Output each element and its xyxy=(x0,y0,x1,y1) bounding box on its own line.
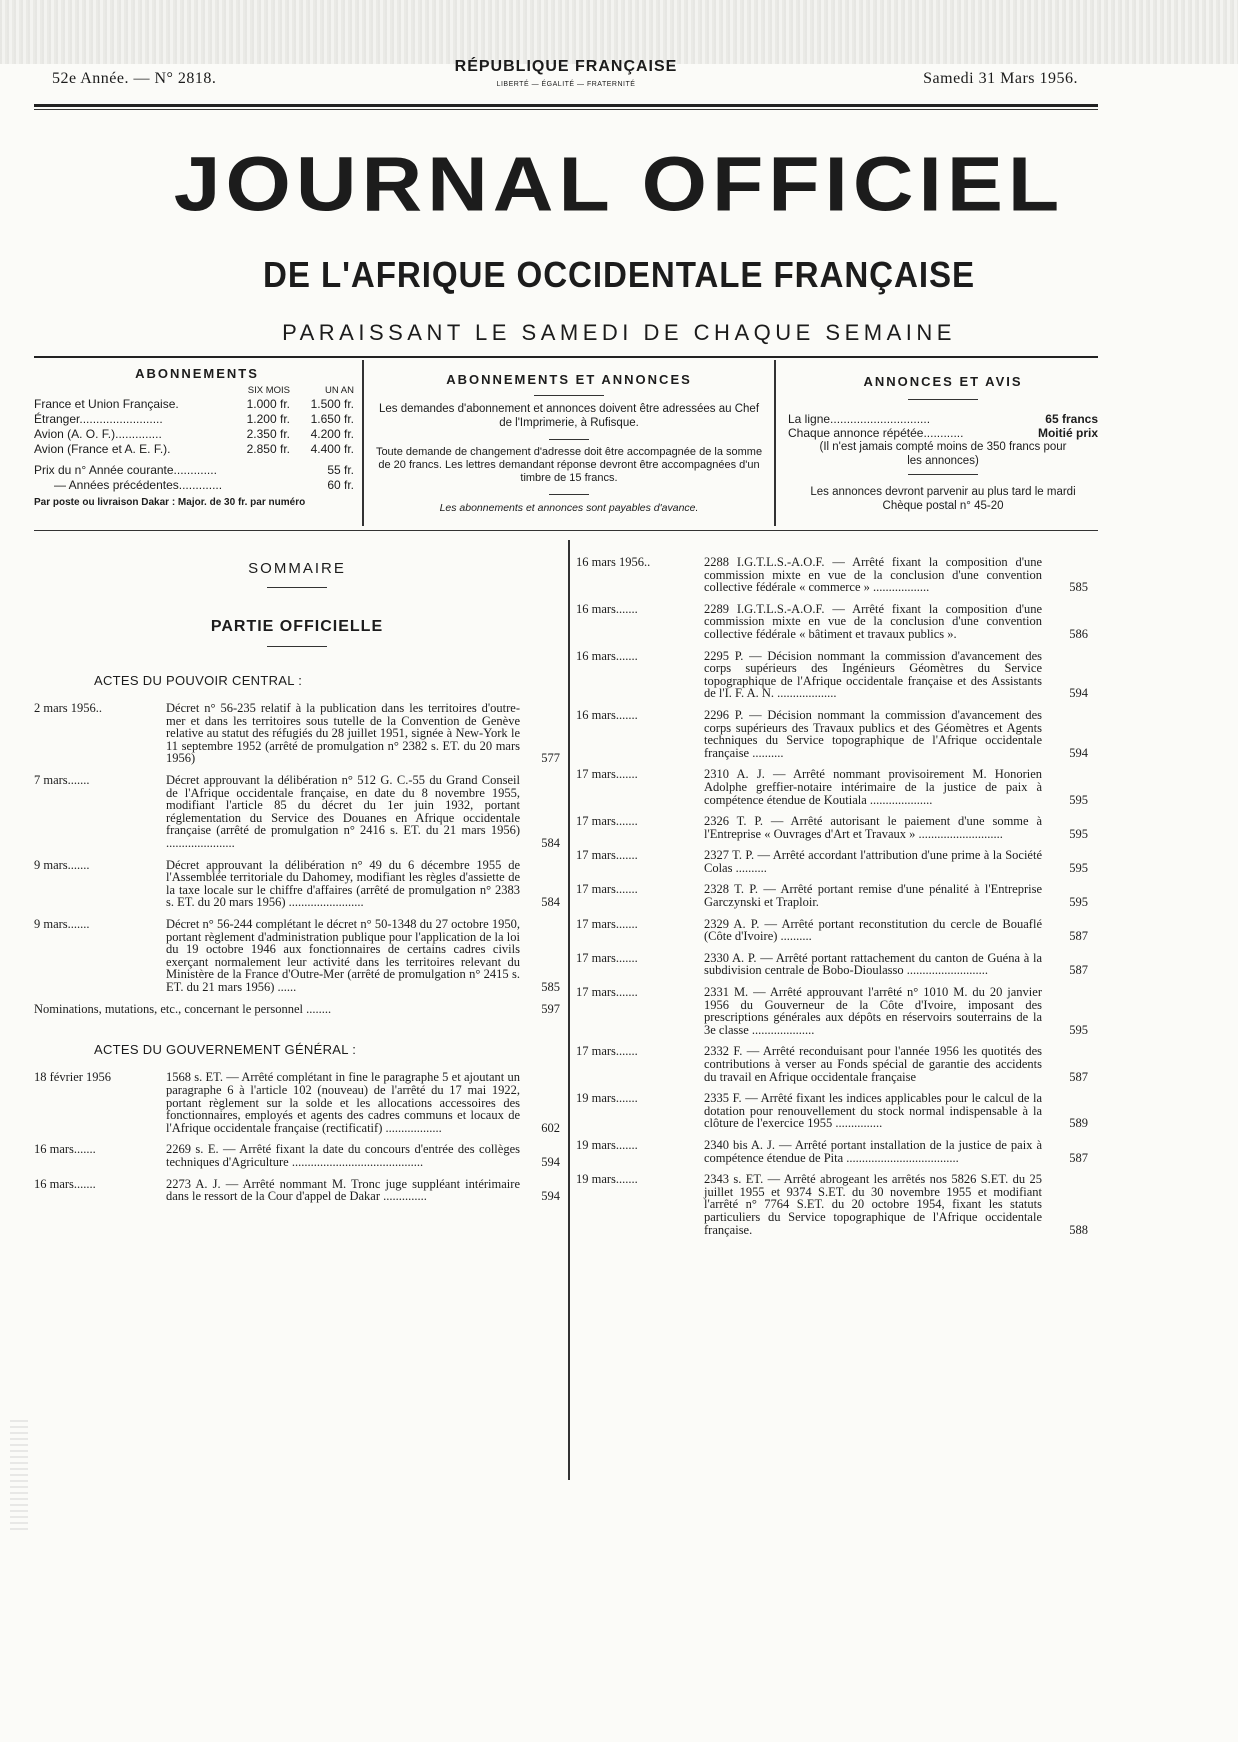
list-item: 19 mars....... 2335 F. — Arrêté fixant les indices applicables pour le calcul de la dotation pour renouvellement du stock normal indispensable à la clôture de l'exercice 1955 ............... 589 xyxy=(576,1091,1088,1131)
sommaire-left-column xyxy=(34,552,560,1212)
list-item: 19 mars....... 2340 bis A. J. — Arrêté portant installation de la justice de paix à compétence étendue de Pita .................................... 587 xyxy=(576,1137,1088,1165)
year-issue: 52e Année. — N° 2818. xyxy=(52,70,217,87)
postal-note: Par poste ou livraison Dakar : Major. de 30 fr. par numéro xyxy=(34,497,306,508)
issue-price-row: Prix du n° Année courante............. 55 fr. xyxy=(34,463,354,477)
list-item: 19 mars....... 2343 s. ET. — Arrêté abrogeant les arrêtés nos 5826 S.ET. du 25 juillet 1955 et 9374 S.ET. du 30 novembre 1955 et modifiant l'arrêté n° 7764 S.ET. du 20 octobre 1954, fixant les statuts particuliers du Service topographique de l'Afrique occidentale française. 588 xyxy=(576,1172,1088,1237)
list-item: 9 mars....... Décret approuvant la délibération n° 49 du 6 décembre 1955 de l'Assemblée territoriale du Dahomey, modifiant les règles d'assiette de la taxe locale sur le chiffre d'affaires (arrêté de promulgation n° 2383 s. ET. du 20 mars 1956) ........................ 584 xyxy=(34,857,560,910)
list-item: 16 mars....... 2273 A. J. — Arrêté nommant M. Tronc juge suppléant intérimaire dans le ressort de la Cour d'appel de Dakar .............. 594 xyxy=(34,1176,560,1204)
column-divider xyxy=(568,540,570,1480)
list-item: 17 mars....... 2330 A. P. — Arrêté portant rattachement du canton de Guéna à la subdivision centrale de Bobo-Dioulasso .......................... 587 xyxy=(576,950,1088,978)
list-item: 9 mars....... Décret n° 56-244 complétant le décret n° 50-1348 du 27 octobre 1950, portant règlement d'administration publique pour l'application de la loi du 19 octobre 1946 aux fonctionnaires de certains cadres civils exerçant normalement leur activité dans les territoires relevant du Ministère de la France d'Outre-Mer (arrêté de promulgation n° 2415 s. ET. du 21 mars 1956) ...... 585 xyxy=(34,916,560,994)
nominations-item: Nominations, mutations, etc., concernant le personnel ........ 597 xyxy=(34,1002,560,1017)
list-item: 17 mars....... 2310 A. J. — Arrêté nommant provisoirement M. Honorien Adolphe greffier-notaire intérimaire de la justice de paix à compétence étendue de Koutiala .................... 595 xyxy=(576,767,1088,807)
subscriptions-box xyxy=(34,360,360,526)
box-separator xyxy=(362,360,364,526)
list-item: 17 mars....... 2326 T. P. — Arrêté autorisant le paiement d'une somme à l'Entreprise « Ouvrages d'Art et Travaux » ........................... 595 xyxy=(576,814,1088,841)
ads-cheque: Chèque postal n° 45-20 xyxy=(882,500,1004,512)
ads-minimum-note: (Il n'est jamais compté moins de 350 francs pour les annonces) xyxy=(819,441,1067,467)
list-item: 7 mars....... Décret approuvant la délibération n° 512 G. C.-55 du Grand Conseil de l'Afrique occidentale française, en date du 8 novembre 1955, modifiant l'article 85 du décret du 1er juin 1932, portant réglementation du Service des Douanes en Afrique occidentale française (arrêté de promulgation n° 2416 s. ET. du 21 mars 1956) ...................... 584 xyxy=(34,772,560,850)
partie-officielle-title: PARTIE OFFICIELLE xyxy=(210,618,384,635)
issue-date: Samedi 31 Mars 1956. xyxy=(923,70,1078,87)
list-item: 18 février 1956 1568 s. ET. — Arrêté complétant in fine le paragraphe 5 et ajoutant un paragraphe 6 à l'article 102 (nouveau) de l'arrêté du 17 mai 1922, portant règlement sur la solde et les allocations accessoires des fonctionnaires, employés et agents des cadres communs et locaux de l'Afrique occidentale française (rectificatif) .................. 602 xyxy=(34,1070,560,1135)
header-rule-thin xyxy=(34,109,1098,110)
list-item: 17 mars....... 2331 M. — Arrêté approuvant l'arrêté n° 1010 M. du 20 janvier 1956 du Gouverneur de la Côte d'Ivoire, imposant des prescriptions générales aux dépôts en réservoirs souterrains de la 3e classe .................... 595 xyxy=(576,985,1088,1037)
subscriptions-ads-box xyxy=(372,360,766,526)
ads-repeat-price: Chaque annonce répétée............ Moitié prix xyxy=(788,426,1098,440)
ads-box xyxy=(788,360,1098,526)
list-item: 17 mars....... 2327 T. P. — Arrêté accordant l'attribution d'une prime à la Société Colas .......... 595 xyxy=(576,848,1088,875)
col-six-mois: SIX MOIS xyxy=(247,385,290,396)
group-title-gouvernement-general: ACTES DU GOUVERNEMENT GÉNÉRAL : xyxy=(94,1042,357,1058)
list-item: 16 mars....... 2269 s. E. — Arrêté fixant la date du concours d'entrée des collèges techniques d'Agriculture .......................................... 594 xyxy=(34,1142,560,1170)
list-item: 16 mars....... 2296 P. — Décision nommant la commission d'avancement des corps supérieurs des Travaux publics et des Géomètres et Agents techniques du Service topographique de l'Afrique occidentale française .......... 594 xyxy=(576,707,1088,760)
subscriptions-ads-text-2: Toute demande de changement d'adresse doit être accompagnée de la somme de 20 francs. Les lettres demandant réponse devront être accompagnées d'un timbre de 15 francs. xyxy=(375,446,763,484)
boxes-bottom-rule xyxy=(34,530,1098,531)
republic-label: RÉPUBLIQUE FRANÇAISE xyxy=(454,58,678,75)
list-item: 17 mars....... 2328 T. P. — Arrêté portant remise d'une pénalité à l'Entreprise Garczynski et Traploir. 595 xyxy=(576,882,1088,910)
masthead-subtitle: DE L'AFRIQUE OCCIDENTALE FRANÇAISE xyxy=(263,254,975,295)
subscriptions-col-headers xyxy=(34,385,360,397)
subscription-row: Avion (A. O. F.).............. 2.350 fr. 4.200 fr. xyxy=(34,427,354,441)
list-item: 2 mars 1956.. Décret n° 56-235 relatif à la publication dans les territoires d'outre-mer et dans les territoires sous tutelle de la Convention de Genève relative au statut des réfugiés du 28 juillet 1951, signée à New-York le 11 septembre 1952 (arrêté de promulgation n° 2382 s. ET. du 20 mars 1956) 577 xyxy=(34,701,560,766)
subscription-row: Étranger......................... 1.200 fr. 1.650 fr. xyxy=(34,412,354,426)
motto: LIBERTÉ — ÉGALITÉ — FRATERNITÉ xyxy=(496,81,636,88)
subscriptions-ads-text-1: Les demandes d'abonnement et annonces doivent être adressées au Chef de l'Imprimerie, à Rufisque. xyxy=(378,403,760,429)
list-item: 16 mars....... 2289 I.G.T.L.S.-A.O.F. — Arrêté fixant la composition d'une commission mixte en vue de la conclusion d'une convention collective fédérale « bâtiment et travaux publics ». 586 xyxy=(576,601,1088,641)
masthead-title: JOURNAL OFFICIEL xyxy=(173,140,1065,228)
ads-line-price: La ligne.............................. 65 francs xyxy=(788,412,1098,426)
boxes-top-rule xyxy=(34,356,1098,358)
col-un-an: UN AN xyxy=(324,385,354,396)
scan-smudge xyxy=(10,1420,28,1530)
subscriptions-ads-text-3: Les abonnements et annonces sont payables d'avance. xyxy=(439,502,699,514)
sommaire-right-column xyxy=(576,556,1088,1245)
list-item: 17 mars....... 2332 F. — Arrêté reconduisant pour l'année 1956 les quotités des contributions à verser au Fonds spécial de garantie des accidents du travail en Afrique occidentale française 587 xyxy=(576,1044,1088,1084)
list-item: 16 mars....... 2295 P. — Décision nommant la commission d'avancement des corps supérieurs des Ingénieurs Géomètres du Service topographique de l'Afrique occidentale française et des Assistants de l'I. F. A. N. ................... 594 xyxy=(576,648,1088,701)
sommaire-title: SOMMAIRE xyxy=(248,560,346,577)
list-item: 17 mars....... 2329 A. P. — Arrêté portant reconstitution du cercle de Bouaflé (Côte d'Ivoire) .......... 587 xyxy=(576,916,1088,944)
subscriptions-ads-title: ABONNEMENTS ET ANNONCES xyxy=(446,372,692,387)
header-line xyxy=(34,54,1098,110)
group-title-pouvoir-central: ACTES DU POUVOIR CENTRAL : xyxy=(94,673,303,688)
past-issue-price-row: — Années précédentes............. 60 fr. xyxy=(54,478,354,492)
list-item: 16 mars 1956.. 2288 I.G.T.L.S.-A.O.F. — Arrêté fixant la composition d'une commission mixte en vue de la conclusion d'une convention collective fédérale « commerce » .................. 585 xyxy=(576,555,1088,595)
ads-deadline: Les annonces devront parvenir au plus tard le mardi xyxy=(810,486,1076,498)
box-separator xyxy=(774,360,776,526)
ads-title: ANNONCES ET AVIS xyxy=(863,374,1023,389)
subscription-row: Avion (France et A. E. F.). 2.850 fr. 4.400 fr. xyxy=(34,442,354,456)
header-rule xyxy=(34,104,1098,107)
subscription-row: France et Union Française. 1.000 fr. 1.500 fr. xyxy=(34,397,354,411)
masthead-tagline: PARAISSANT LE SAMEDI DE CHAQUE SEMAINE xyxy=(282,320,956,345)
subscriptions-title: ABONNEMENTS xyxy=(135,366,259,381)
